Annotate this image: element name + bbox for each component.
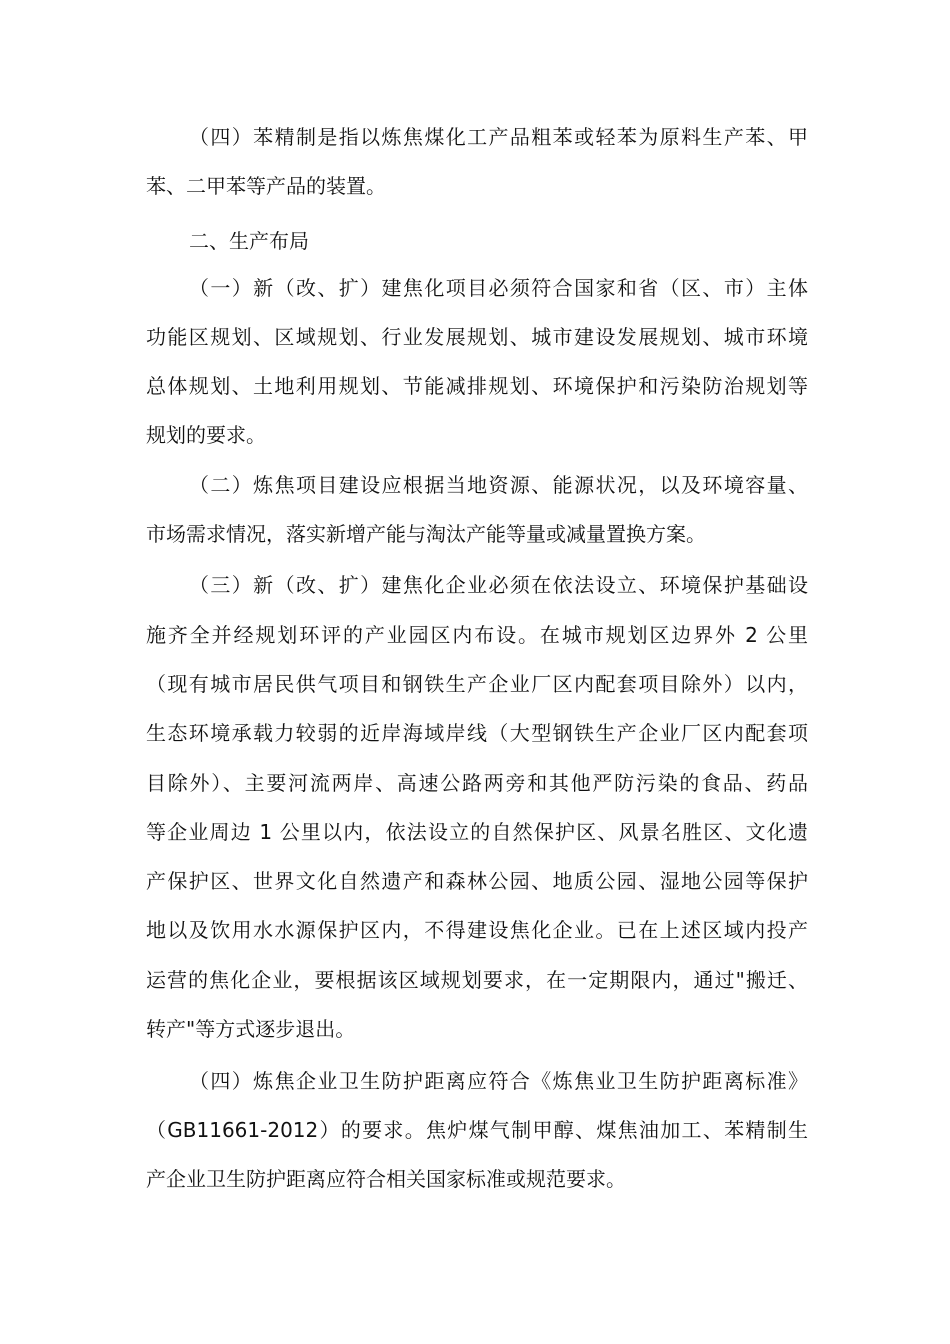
paragraph-line: （四）苯精制是指以炼焦煤化工产品粗苯或轻苯为原料生产苯、甲 <box>189 125 808 149</box>
paragraph-line: 产保护区、世界文化自然遗产和森林公园、地质公园、湿地公园等保护 <box>146 869 808 893</box>
paragraph-line: 功能区规划、区域规划、行业发展规划、城市建设发展规划、城市环境 <box>146 325 808 349</box>
paragraph-line: 转产"等方式逐步退出。 <box>146 1017 356 1041</box>
paragraph-line: 规划的要求。 <box>146 423 266 447</box>
paragraph-line: 总体规划、土地利用规划、节能减排规划、环境保护和污染防治规划等 <box>146 374 808 398</box>
paragraph-line: （四）炼焦企业卫生防护距离应符合《炼焦业卫生防护距离标准》 <box>189 1069 808 1093</box>
section-heading: 二、生产布局 <box>189 229 309 253</box>
paragraph-line: 地以及饮用水水源保护区内，不得建设焦化企业。已在上述区域内投产 <box>146 918 808 942</box>
paragraph-line: 产企业卫生防护距离应符合相关国家标准或规范要求。 <box>146 1167 626 1191</box>
paragraph-line: （现有城市居民供气项目和钢铁生产企业厂区内配套项目除外）以内， <box>146 672 808 696</box>
paragraph-line: 施齐全并经规划环评的产业园区内布设。在城市规划区边界外 2 公里 <box>146 623 808 647</box>
paragraph-line: （二）炼焦项目建设应根据当地资源、能源状况，以及环境容量、 <box>189 473 808 497</box>
paragraph-line: （三）新（改、扩）建焦化企业必须在依法设立、环境保护基础设 <box>189 573 808 597</box>
paragraph-line: 苯、二甲苯等产品的装置。 <box>146 174 386 198</box>
paragraph-line: （GB11661-2012）的要求。焦炉煤气制甲醇、煤焦油加工、苯精制生 <box>146 1118 808 1142</box>
paragraph-line: 生态环境承载力较弱的近岸海域岸线（大型钢铁生产企业厂区内配套项 <box>146 721 808 745</box>
paragraph-line: （一）新（改、扩）建焦化项目必须符合国家和省（区、市）主体 <box>189 276 808 300</box>
paragraph-line: 目除外）、主要河流两岸、高速公路两旁和其他严防污染的食品、药品 <box>146 771 808 795</box>
paragraph-line: 运营的焦化企业，要根据该区域规划要求，在一定期限内，通过"搬迁、 <box>146 968 808 992</box>
paragraph-line: 等企业周边 1 公里以内，依法设立的自然保护区、风景名胜区、文化遗 <box>146 820 808 844</box>
paragraph-line: 市场需求情况，落实新增产能与淘汰产能等量或减量置换方案。 <box>146 522 706 546</box>
